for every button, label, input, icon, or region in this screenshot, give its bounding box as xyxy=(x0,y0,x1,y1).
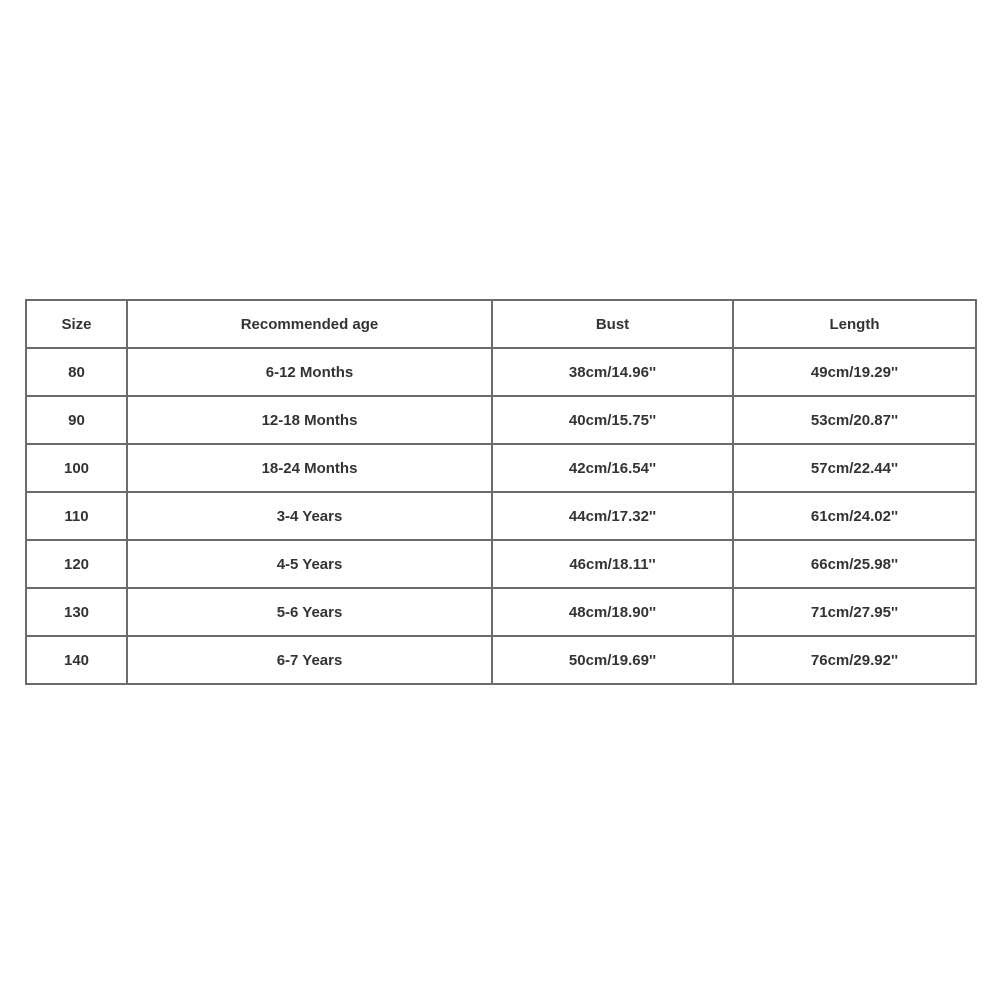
table-row xyxy=(26,636,976,684)
table-header-row xyxy=(26,300,976,348)
cell-bust: 38cm/14.96'' xyxy=(492,348,733,396)
cell-length: 61cm/24.02'' xyxy=(733,492,976,540)
cell-size: 140 xyxy=(26,636,127,684)
cell-recommended-age: 12-18 Months xyxy=(127,396,492,444)
cell-recommended-age: 6-7 Years xyxy=(127,636,492,684)
cell-recommended-age: 18-24 Months xyxy=(127,444,492,492)
cell-bust: 48cm/18.90'' xyxy=(492,588,733,636)
header-recommended-age: Recommended age xyxy=(127,300,492,348)
cell-recommended-age: 5-6 Years xyxy=(127,588,492,636)
cell-size: 80 xyxy=(26,348,127,396)
table-row xyxy=(26,588,976,636)
cell-length: 71cm/27.95'' xyxy=(733,588,976,636)
cell-size: 110 xyxy=(26,492,127,540)
header-bust: Bust xyxy=(492,300,733,348)
cell-size: 120 xyxy=(26,540,127,588)
cell-size: 100 xyxy=(26,444,127,492)
cell-length: 76cm/29.92'' xyxy=(733,636,976,684)
cell-bust: 50cm/19.69'' xyxy=(492,636,733,684)
table-row xyxy=(26,492,976,540)
size-chart-table xyxy=(25,299,977,685)
cell-bust: 44cm/17.32'' xyxy=(492,492,733,540)
cell-bust: 40cm/15.75'' xyxy=(492,396,733,444)
header-length: Length xyxy=(733,300,976,348)
header-size: Size xyxy=(26,300,127,348)
cell-recommended-age: 6-12 Months xyxy=(127,348,492,396)
cell-length: 57cm/22.44'' xyxy=(733,444,976,492)
cell-recommended-age: 4-5 Years xyxy=(127,540,492,588)
cell-bust: 46cm/18.11'' xyxy=(492,540,733,588)
table-row xyxy=(26,396,976,444)
cell-length: 49cm/19.29'' xyxy=(733,348,976,396)
cell-length: 66cm/25.98'' xyxy=(733,540,976,588)
cell-recommended-age: 3-4 Years xyxy=(127,492,492,540)
table-row xyxy=(26,348,976,396)
cell-length: 53cm/20.87'' xyxy=(733,396,976,444)
table-row xyxy=(26,444,976,492)
cell-size: 130 xyxy=(26,588,127,636)
table-row xyxy=(26,540,976,588)
cell-size: 90 xyxy=(26,396,127,444)
cell-bust: 42cm/16.54'' xyxy=(492,444,733,492)
